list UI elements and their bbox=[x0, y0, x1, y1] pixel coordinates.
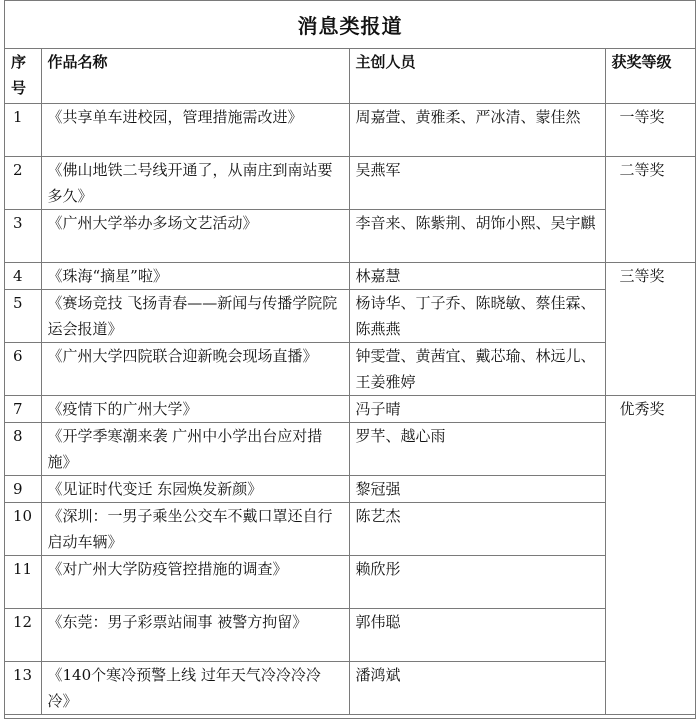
row-index: 1 bbox=[5, 103, 41, 156]
row-award bbox=[605, 209, 695, 262]
row-work-title: 《见证时代变迁 东园焕发新颜》 bbox=[41, 475, 349, 502]
table-row bbox=[5, 156, 695, 209]
row-award bbox=[605, 661, 695, 714]
row-index: 5 bbox=[5, 289, 41, 342]
row-index: 8 bbox=[5, 422, 41, 475]
row-creators: 钟雯萱、黄茜宜、戴芯瑜、林远儿、王姜雅婷 bbox=[349, 342, 605, 395]
row-creators: 郭伟聪 bbox=[349, 608, 605, 661]
row-creators: 赖欣彤 bbox=[349, 555, 605, 608]
row-award bbox=[605, 289, 695, 342]
row-creators: 林嘉慧 bbox=[349, 262, 605, 289]
table-row bbox=[5, 289, 695, 342]
table-body bbox=[5, 103, 695, 714]
table-row bbox=[5, 608, 695, 661]
row-award bbox=[605, 555, 695, 608]
table-row bbox=[5, 262, 695, 289]
header-index: 序号 bbox=[5, 49, 41, 103]
header-award: 获奖等级 bbox=[605, 49, 695, 103]
table-row bbox=[5, 502, 695, 555]
row-creators: 冯子晴 bbox=[349, 395, 605, 422]
row-award bbox=[605, 502, 695, 555]
row-index: 9 bbox=[5, 475, 41, 502]
header-creators: 主创人员 bbox=[349, 49, 605, 103]
row-work-title: 《疫情下的广州大学》 bbox=[41, 395, 349, 422]
row-award: 优秀奖 bbox=[605, 395, 695, 422]
row-work-title: 《广州大学举办多场文艺活动》 bbox=[41, 209, 349, 262]
row-work-title: 《140个寒冷预警上线 过年天气冷冷冷冷冷》 bbox=[41, 661, 349, 714]
row-work-title: 《东莞：男子彩票站闹事 被警方拘留》 bbox=[41, 608, 349, 661]
table-row bbox=[5, 103, 695, 156]
row-award: 三等奖 bbox=[605, 262, 695, 289]
row-index: 13 bbox=[5, 661, 41, 714]
row-work-title: 《共享单车进校园，管理措施需改进》 bbox=[41, 103, 349, 156]
table-row bbox=[5, 661, 695, 714]
row-creators: 黎冠强 bbox=[349, 475, 605, 502]
awards-table bbox=[5, 49, 695, 715]
table-title: 消息类报道 bbox=[5, 1, 695, 49]
row-index: 3 bbox=[5, 209, 41, 262]
row-work-title: 《开学季寒潮来袭 广州中小学出台应对措施》 bbox=[41, 422, 349, 475]
header-work: 作品名称 bbox=[41, 49, 349, 103]
table-row bbox=[5, 209, 695, 262]
row-award: 二等奖 bbox=[605, 156, 695, 209]
row-work-title: 《珠海“摘星”啦》 bbox=[41, 262, 349, 289]
row-index: 2 bbox=[5, 156, 41, 209]
table-row bbox=[5, 422, 695, 475]
row-work-title: 《广州大学四院联合迎新晚会现场直播》 bbox=[41, 342, 349, 395]
row-index: 10 bbox=[5, 502, 41, 555]
awards-table-frame bbox=[4, 0, 696, 719]
row-work-title: 《对广州大学防疫管控措施的调查》 bbox=[41, 555, 349, 608]
row-work-title: 《赛场竞技 飞扬青春——新闻与传播学院院运会报道》 bbox=[41, 289, 349, 342]
row-index: 11 bbox=[5, 555, 41, 608]
row-creators: 罗芊、越心雨 bbox=[349, 422, 605, 475]
row-creators: 李音来、陈紫荆、胡饰小熙、吴宇麒 bbox=[349, 209, 605, 262]
row-award bbox=[605, 342, 695, 395]
row-index: 7 bbox=[5, 395, 41, 422]
header-row bbox=[5, 49, 695, 103]
row-award: 一等奖 bbox=[605, 103, 695, 156]
row-award bbox=[605, 608, 695, 661]
row-creators: 杨诗华、丁子乔、陈晓敏、蔡佳霖、陈燕燕 bbox=[349, 289, 605, 342]
row-index: 12 bbox=[5, 608, 41, 661]
table-row bbox=[5, 395, 695, 422]
row-index: 6 bbox=[5, 342, 41, 395]
row-creators: 周嘉萱、黄雅柔、严冰清、蒙佳然 bbox=[349, 103, 605, 156]
row-creators: 陈艺杰 bbox=[349, 502, 605, 555]
row-creators: 潘鸿斌 bbox=[349, 661, 605, 714]
table-row bbox=[5, 555, 695, 608]
row-award bbox=[605, 422, 695, 475]
row-award bbox=[605, 475, 695, 502]
row-work-title: 《佛山地铁二号线开通了，从南庄到南站要多久》 bbox=[41, 156, 349, 209]
row-work-title: 《深圳：一男子乘坐公交车不戴口罩还自行启动车辆》 bbox=[41, 502, 349, 555]
table-row bbox=[5, 342, 695, 395]
row-creators: 吴燕军 bbox=[349, 156, 605, 209]
row-index: 4 bbox=[5, 262, 41, 289]
table-row bbox=[5, 475, 695, 502]
